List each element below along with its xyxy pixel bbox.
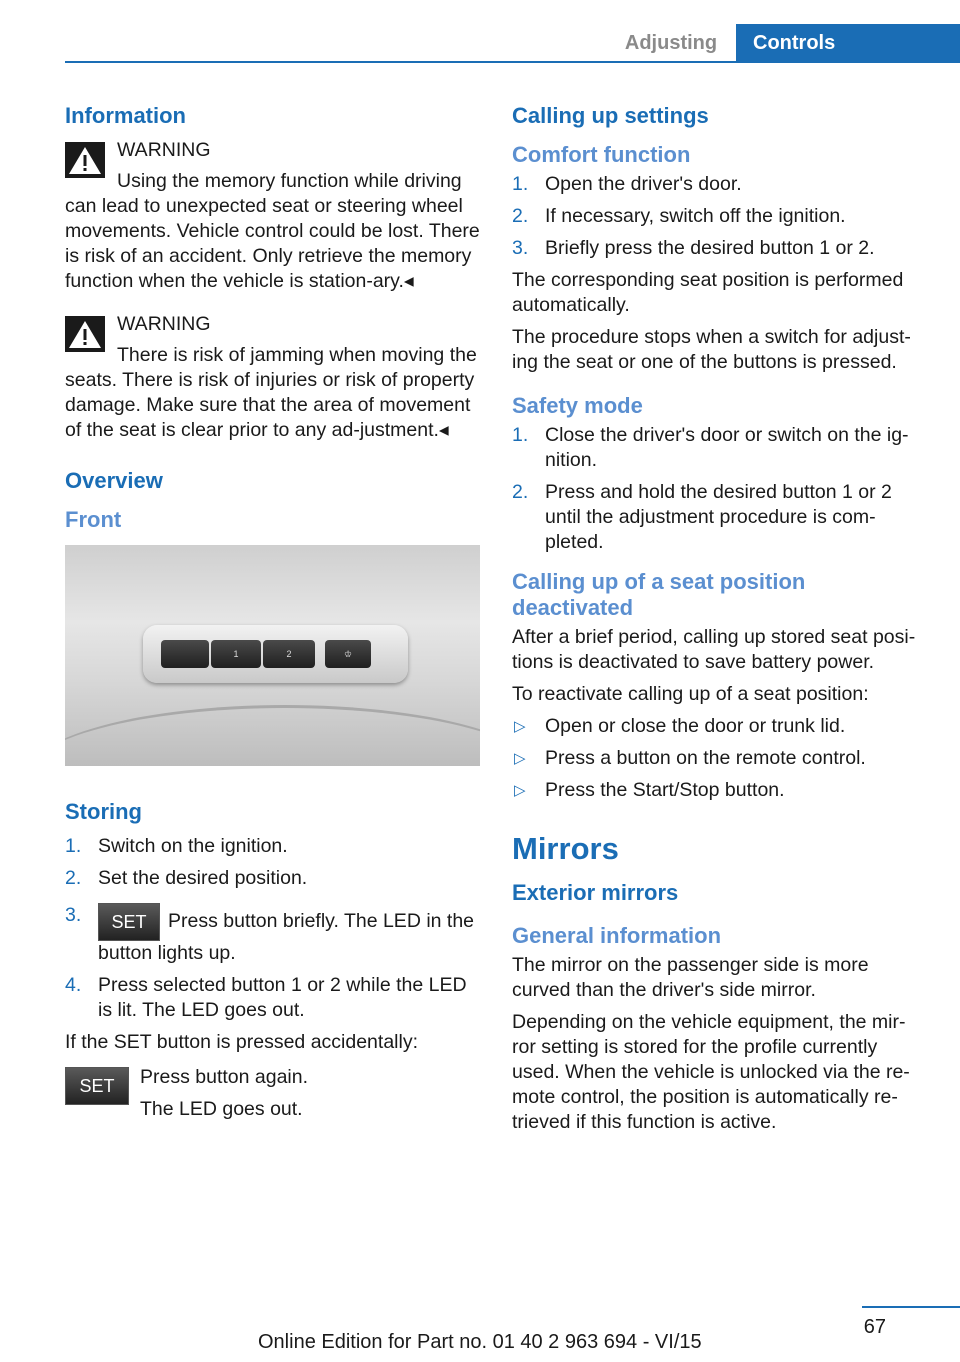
exterior-mirrors-heading: Exterior mirrors	[512, 880, 679, 905]
list-item: ▷ Open or close the door or trunk lid.	[514, 715, 846, 737]
deactivated-heading: Calling up of a seat position deactivated	[512, 569, 806, 620]
memory-button-1-photo: 1	[211, 640, 261, 668]
seat-icon: ♔	[325, 640, 371, 668]
door-panel-curve	[65, 705, 480, 766]
overview-heading: Overview	[65, 468, 163, 493]
warning-text: There is risk of jamming when moving the seats. There is risk of injuries or risk of property damage. Make sure that the area of movement of the seat is clear prior to any ad-justment.◂	[65, 344, 477, 441]
memory-buttons-photo	[65, 545, 480, 766]
header-tab-adjusting: Adjusting	[624, 32, 718, 54]
right-column	[512, 100, 927, 1142]
footer-rule	[862, 1306, 960, 1308]
page-number: 67	[863, 1316, 886, 1338]
header-rule	[65, 61, 960, 63]
list-item: ▷ Press the Start/Stop button.	[514, 779, 785, 801]
comfort-paragraph-1: The corresponding seat position is performed automatically.	[512, 269, 904, 316]
calling-up-settings-heading: Calling up settings	[512, 103, 709, 128]
list-item: 1. Switch on the ignition.	[65, 835, 288, 857]
storing-steps	[65, 834, 480, 1023]
comfort-function-heading: Comfort function	[512, 142, 691, 167]
deactivated-paragraph-1: After a brief period, calling up stored seat posi-tions is deactivated to save battery power.	[512, 626, 916, 673]
list-item: 4. Press selected button 1 or 2 while the LED is lit. The LED goes out.	[65, 974, 467, 1021]
front-heading: Front	[65, 507, 122, 532]
memory-button-2-photo: 2	[263, 640, 315, 668]
edition-footer: Online Edition for Part no. 01 40 2 963 694 - VI/15	[258, 1331, 702, 1353]
storing-heading: Storing	[65, 799, 142, 824]
safety-mode-heading: Safety mode	[512, 393, 643, 418]
comfort-paragraph-2: The procedure stops when a switch for adjust-ing the seat or one of the buttons is pressed.	[512, 326, 911, 373]
set-button-icon: SET	[98, 903, 160, 941]
general-information-heading: General information	[512, 923, 722, 948]
comfort-steps	[512, 172, 927, 261]
bullet-triangle-icon: ▷	[514, 718, 526, 735]
memory-button-panel	[143, 625, 408, 683]
list-item: 2. If necessary, switch off the ignition.	[512, 205, 846, 227]
accidental-line-2: The LED goes out.	[140, 1098, 303, 1120]
list-item: 2. Press and hold the desired button 1 or 2 until the adjustment procedure is com-pleted.	[512, 481, 892, 553]
accidental-line-1: Press button again.	[140, 1066, 309, 1088]
left-column	[65, 100, 480, 1125]
list-item: 2. Set the desired position.	[65, 867, 308, 889]
deactivated-paragraph-2: To reactivate calling up of a seat position:	[512, 683, 869, 705]
set-button-photo	[161, 640, 209, 668]
warning-block-jamming	[65, 312, 480, 443]
general-paragraph-2: Depending on the vehicle equipment, the mir-ror setting is stored for the profile currently used. When the vehicle is unlocked via the re-mote control, the position is automatically re-trieved if this function is active.	[512, 1011, 910, 1133]
warning-label: WARNING	[117, 313, 211, 335]
header-tab-controls: Controls	[736, 24, 960, 62]
general-paragraph-1: The mirror on the passenger side is more curved than the driver's side mirror.	[512, 954, 869, 1001]
warning-text: Using the memory function while driving can lead to unexpected seat or steering wheel movements. Vehicle control could be lost. There is risk of an accident. Only retrieve the memory function when the vehicle is station-ary.◂	[65, 170, 480, 292]
list-item: 3. SET Press button briefly. The LED in the button lights up.	[65, 904, 475, 964]
list-item: 3. Briefly press the desired button 1 or 2.	[512, 237, 875, 259]
warning-triangle-icon	[65, 316, 105, 352]
safety-steps	[512, 423, 927, 555]
warning-block-memory	[65, 138, 480, 294]
set-button-icon: SET	[65, 1067, 129, 1105]
list-item: 1. Close the driver's door or switch on the ig-nition.	[512, 424, 909, 471]
set-again-block	[65, 1065, 480, 1125]
bullet-triangle-icon: ▷	[514, 750, 526, 767]
warning-label: WARNING	[117, 139, 211, 161]
reactivate-list	[512, 714, 927, 803]
information-heading: Information	[65, 103, 186, 128]
bullet-triangle-icon: ▷	[514, 782, 526, 799]
accidental-intro: If the SET button is pressed accidentally:	[65, 1031, 418, 1053]
list-item: 1. Open the driver's door.	[512, 173, 742, 195]
list-item: ▷ Press a button on the remote control.	[514, 747, 866, 769]
mirrors-heading: Mirrors	[512, 831, 619, 866]
warning-triangle-icon	[65, 142, 105, 178]
